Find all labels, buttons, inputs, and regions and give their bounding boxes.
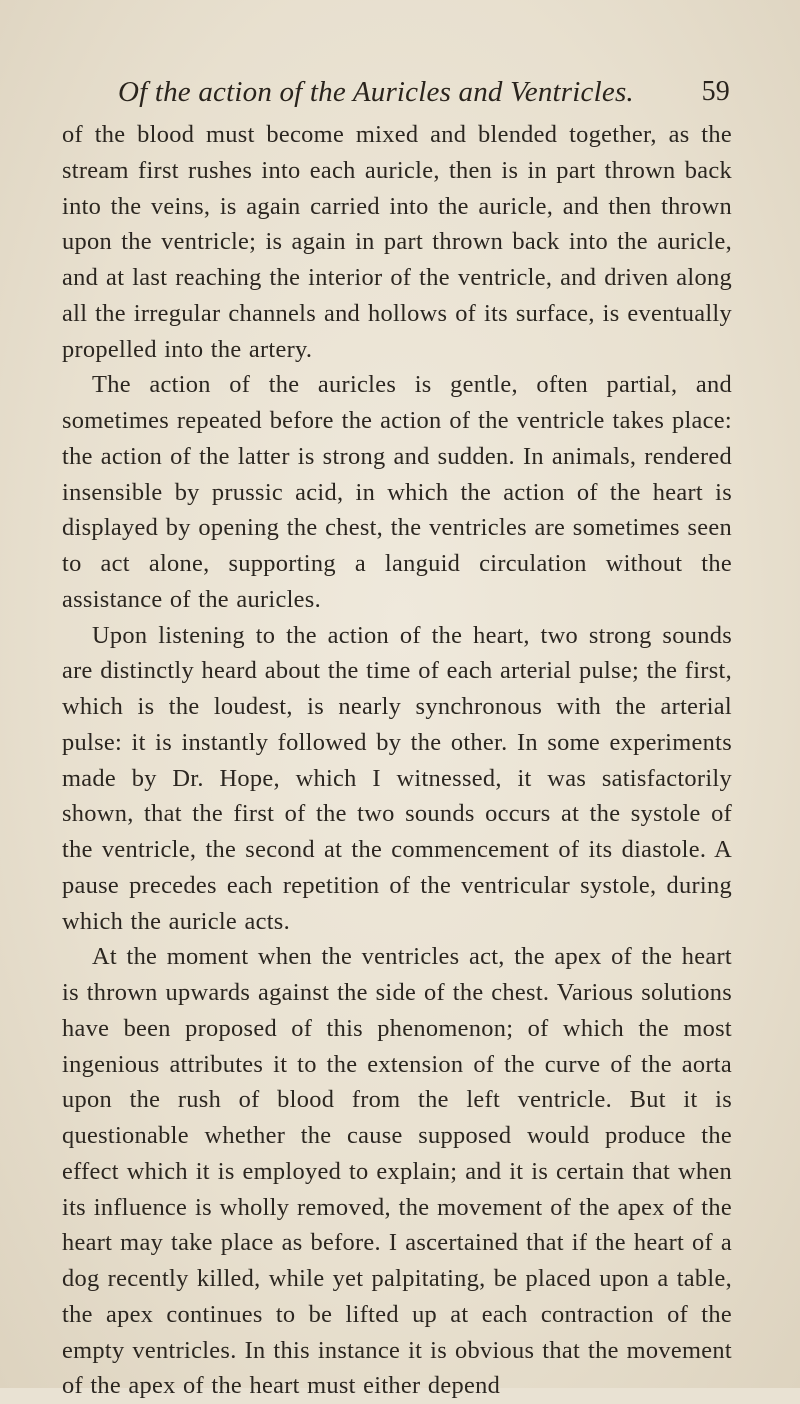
running-head [118, 72, 730, 112]
paragraph-apex-movement: At the moment when the ventricles act, the apex of the heart is thrown upwards against the side of the chest. Various solutions have been proposed of this phenomenon; of which the most ingenious attributes it to the extension of the curve of the aorta upon the rush of blood from the left ventricle. But it is questionable whether the cause supposed would produce the effect which it is employed to explain; and it is certain that when its influence is wholly removed, the movement of the apex of the heart may take place as before. I ascertained that if the heart of a dog recently killed, while yet palpitating, be placed upon a table, the apex continues to be lifted up at each contraction of the empty ventricles. In this instance it is obvious that the movement of the apex of the heart must either depend [62, 943, 732, 1400]
paragraph-continuation: of the blood must become mixed and blended together, as the stream first rushes into each auricle, then is in part thrown back into the veins, is again carried into the auricle, and then thrown upon the ventricle; is again in part thrown back into the auricle, and at last reaching the interior of the ventricle, and driven along all the irregular channels and hollows of its surface, is eventually propelled into the artery. [62, 121, 732, 363]
body-text [62, 117, 732, 1404]
paragraph-auricles-action: The action of the auricles is gentle, often partial, and sometimes repeated before the action of the ventricle takes place: the action of the latter is strong and sudden. In animals, rendered insensible by prussic acid, in which the action of the heart is displayed by opening the chest, the ventricles are sometimes seen to act alone, supporting a languid circulation without the assistance of the auricles. [62, 371, 732, 613]
page-number: 59 [701, 76, 730, 107]
running-title: Of the action of the Auricles and Ventricles. [118, 76, 634, 108]
paragraph-heart-sounds: Upon listening to the action of the heart, two strong sounds are distinctly heard about the time of each arterial pulse; the first, which is the loudest, is nearly synchronous with the arterial pulse: it is instantly followed by the other. In some experiments made by Dr. Hope, which I witnessed, it was satisfactorily shown, that the first of the two sounds occurs at the systole of the ventricle, the second at the commencement of its diastole. A pause precedes each repetition of the ventricular systole, during which the auricle acts. [62, 621, 732, 935]
